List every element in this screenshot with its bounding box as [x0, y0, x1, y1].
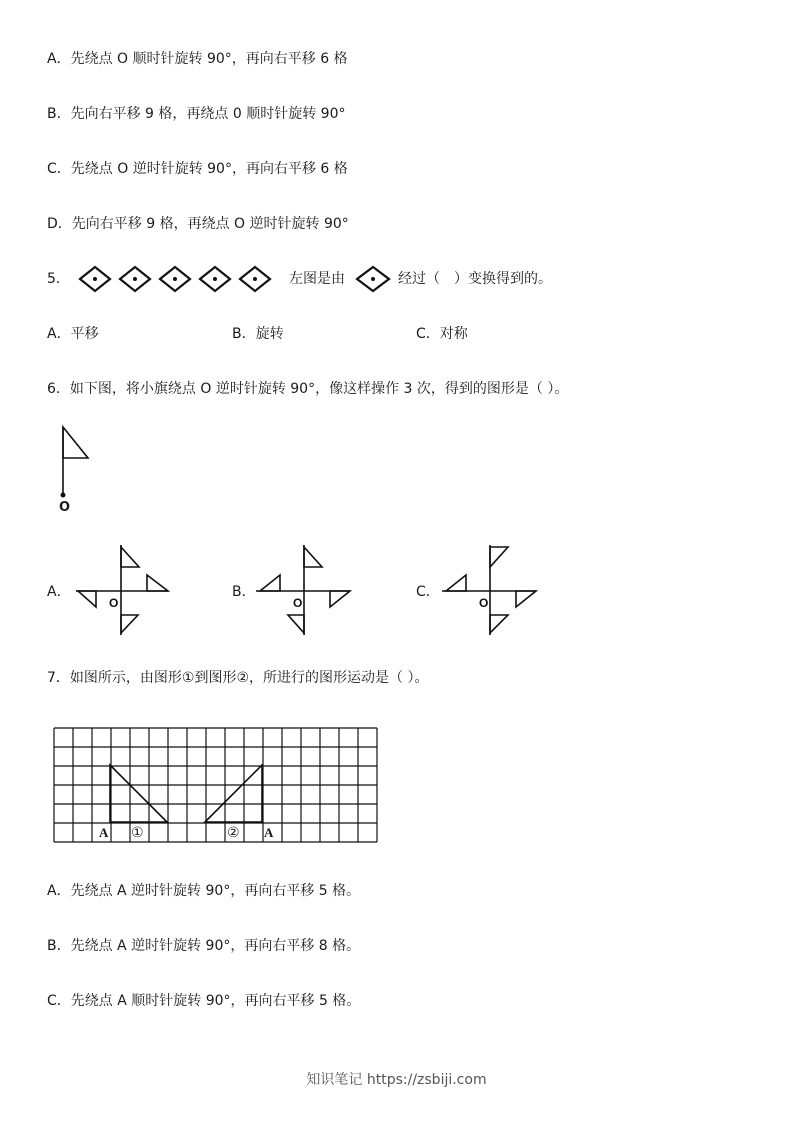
q7-label-a-right: A	[264, 825, 274, 840]
q6-option-b-figure	[256, 545, 354, 637]
q6-option-c-figure	[442, 545, 540, 637]
q4-option-c: C．先绕点 O 逆时针旋转 90°，再向右平移 6 格	[47, 161, 348, 177]
q4-option-b: B．先向右平移 9 格，再绕点 0 顺时针旋转 90°	[47, 106, 346, 122]
q5-pattern-figure	[78, 264, 283, 294]
q5-stem-part: 左图是由	[289, 271, 345, 287]
q5-stem-end: 经过（ ）变换得到的。	[398, 271, 552, 287]
q7-option-b: B．先绕点 A 逆时针旋转 90°，再向右平移 8 格。	[47, 938, 361, 954]
q5-number: 5．	[47, 271, 70, 287]
q6-option-b: B．	[232, 584, 256, 600]
q5-option-b: B．旋转	[232, 326, 284, 342]
svg-text:O: O	[109, 596, 119, 610]
q7-label-a-left: A	[99, 825, 109, 840]
q7-stem: 7．如图所示，由图形①到图形②，所进行的图形运动是（ ）。	[47, 670, 429, 686]
q6-option-a-figure	[76, 545, 170, 637]
footer-watermark: 知识笔记 https://zsbiji.com	[306, 1072, 487, 1088]
q6-point-label: O	[59, 500, 71, 515]
q7-option-a: A．先绕点 A 逆时针旋转 90°，再向右平移 5 格。	[47, 883, 361, 899]
q5-option-a: A．平移	[47, 326, 99, 342]
q5-unit-figure	[355, 264, 395, 294]
svg-text:O: O	[293, 596, 303, 610]
q7-option-c: C．先绕点 A 顺时针旋转 90°，再向右平移 5 格。	[47, 993, 361, 1009]
q7-label-shape-1: ①	[131, 825, 144, 841]
q6-stem: 6．如下图，将小旗绕点 O 逆时针旋转 90°，像这样操作 3 次，得到的图形是（ ）。	[47, 381, 569, 397]
svg-text:O: O	[479, 596, 489, 610]
q6-option-a: A．	[47, 584, 71, 600]
q6-option-c: C．	[416, 584, 440, 600]
q4-option-d: D．先向右平移 9 格，再绕点 O 逆时针旋转 90°	[47, 216, 349, 232]
q5-option-c: C．对称	[416, 326, 468, 342]
q4-option-a: A．先绕点 O 顺时针旋转 90°，再向右平移 6 格	[47, 51, 348, 67]
q7-label-shape-2: ②	[227, 825, 240, 841]
